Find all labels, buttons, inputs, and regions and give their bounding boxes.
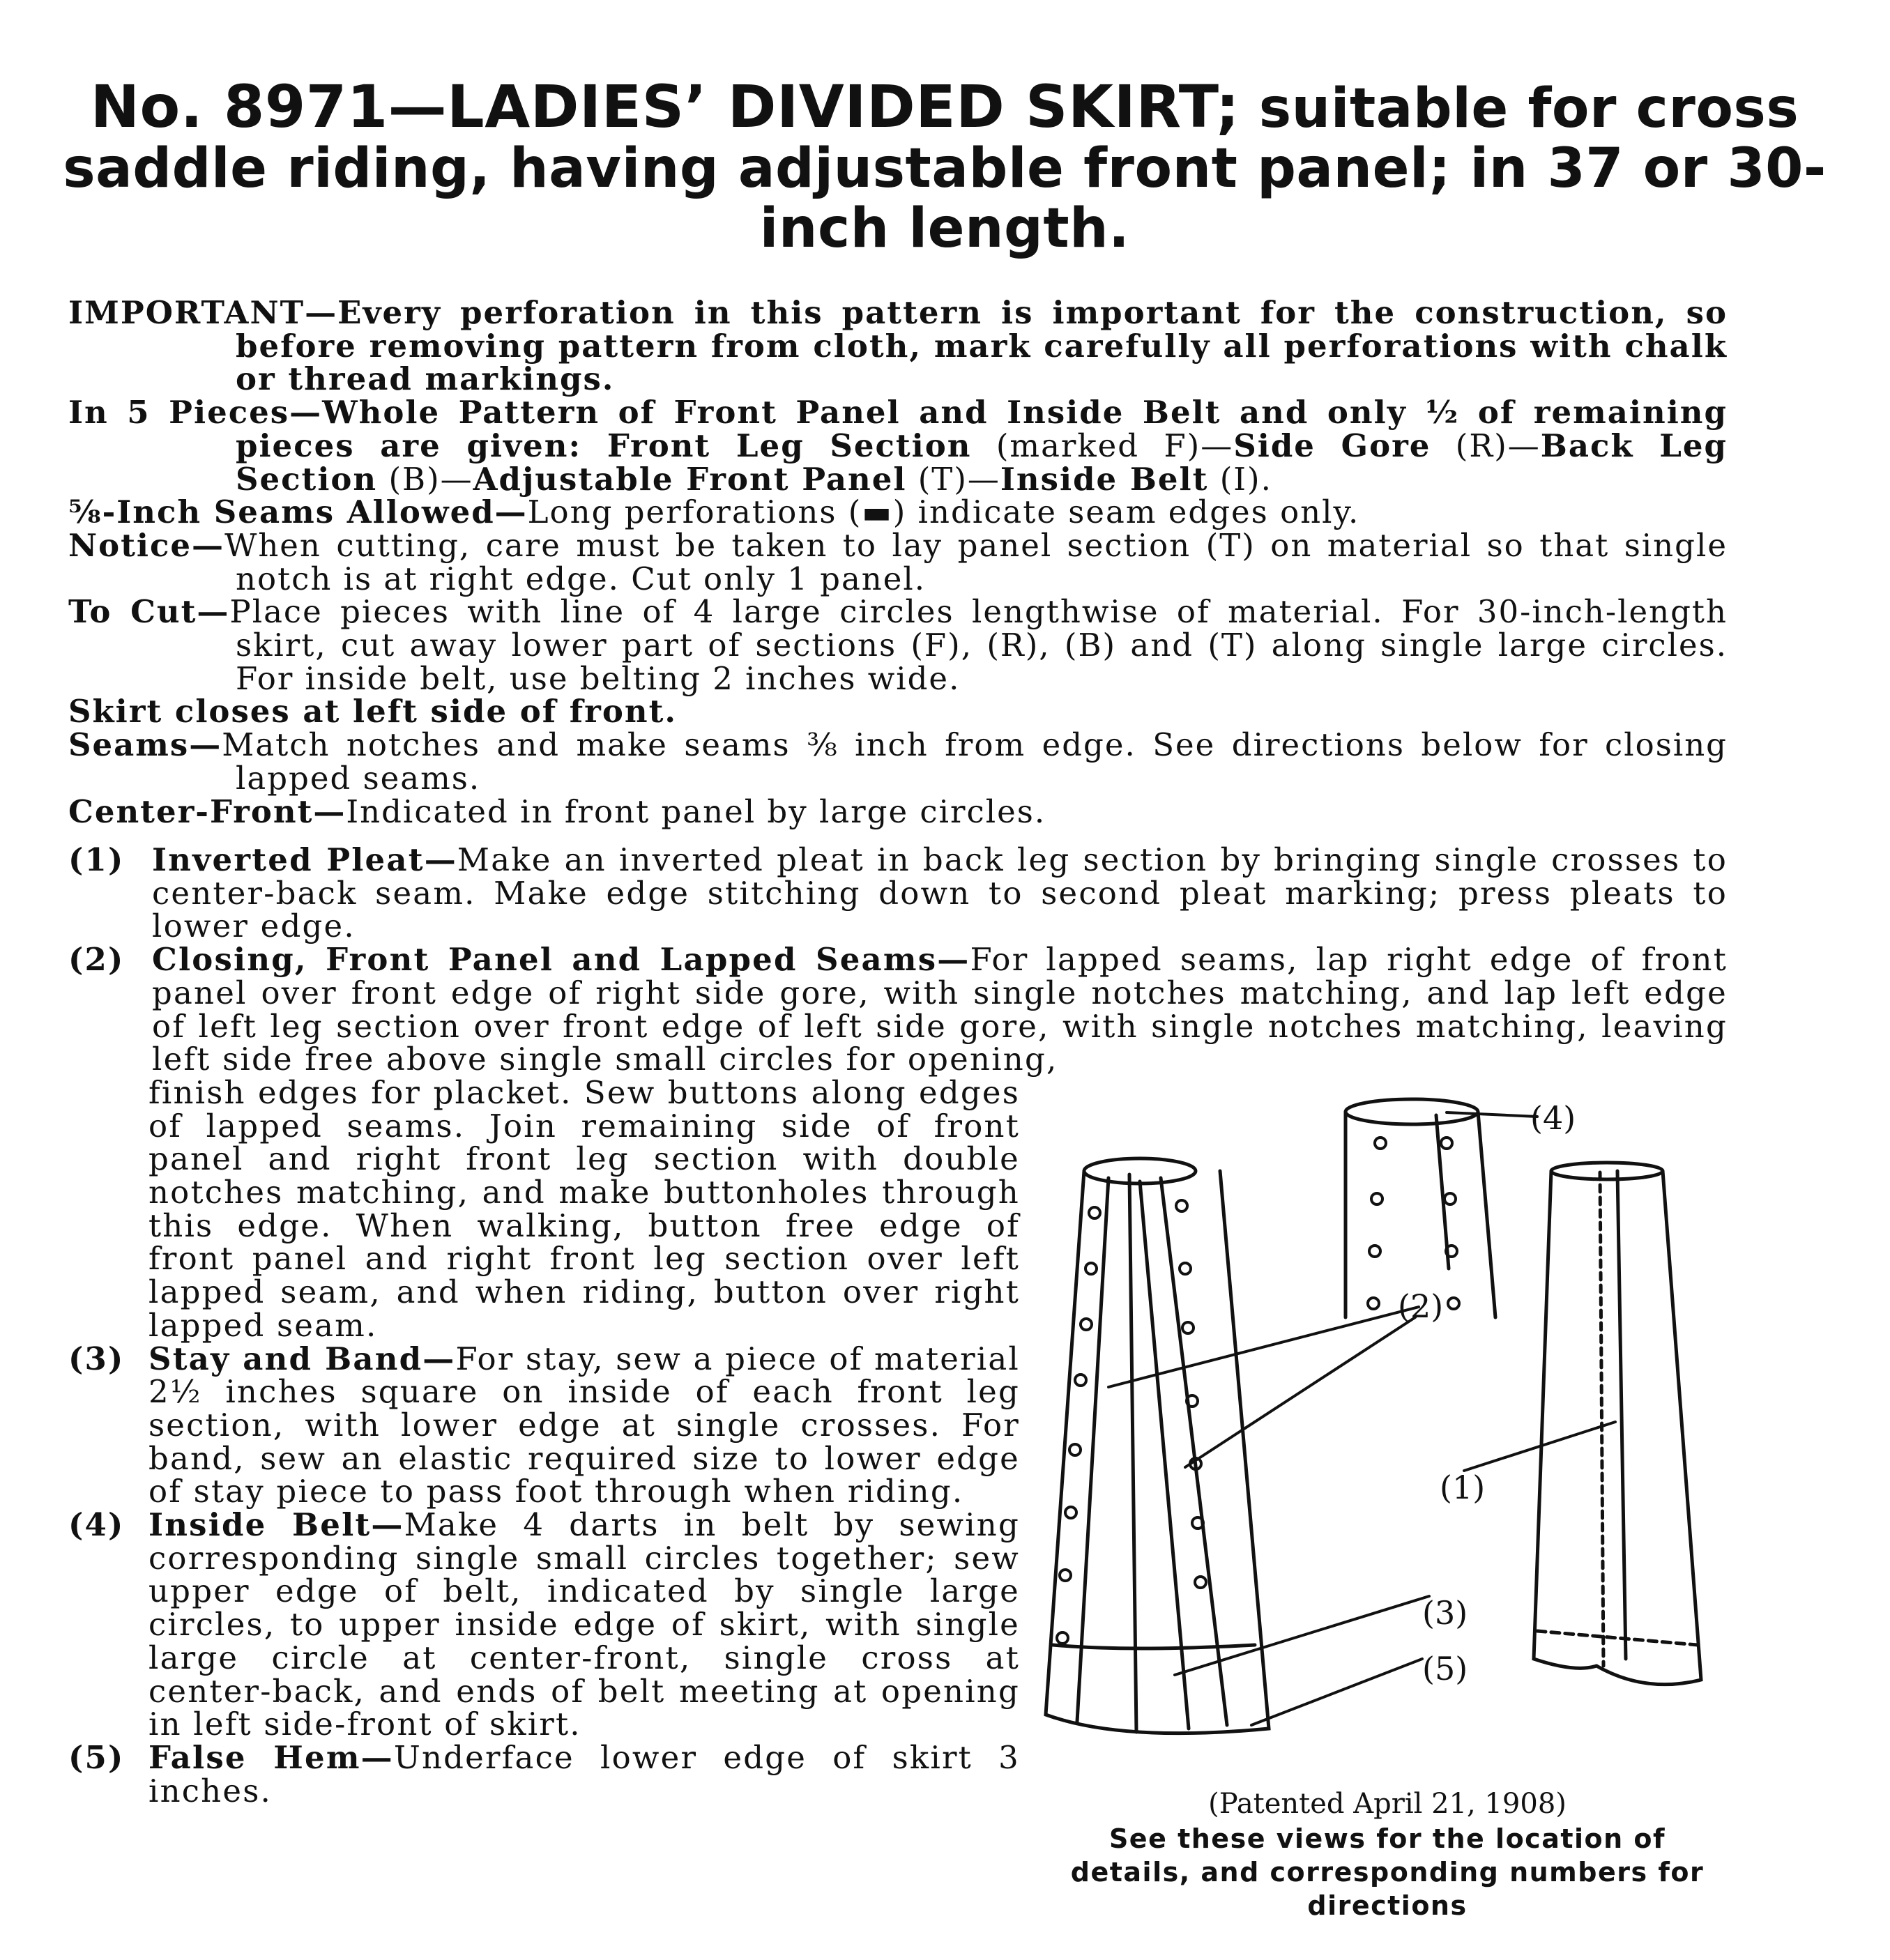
step-text: For stay, sew a piece of material 2½ inches square on inside of each front leg section, with lower edge at single crosses. For band, sew an elastic required size to lower edge of stay piece to pass foot through when riding.: [148, 1340, 1020, 1510]
front-view-skirt: [1046, 1158, 1269, 1733]
step-text: For lapped seams, lap right edge of front panel over front edge of right side gore, with single notches matching, and lap left edge of left leg section over front edge of left side gore, with single notches matching, leaving left side free above single small circles for opening,: [152, 941, 1728, 1078]
note-label: IMPORTANT—: [68, 294, 338, 331]
note-pieces: [68, 396, 1728, 496]
step-text: Make 4 darts in belt by sewing corresponding single small circles together; sew upper edge of belt, indicated by single large circles, to upper inside edge of skirt, with single large circle at center-front, single cross at center-back, and ends of belt meeting at opening in left side-front of skirt.: [148, 1506, 1020, 1743]
note-label: In 5 Pieces—: [68, 394, 323, 431]
note-label: Notice—: [68, 526, 225, 564]
direction-step-4: [68, 1508, 1020, 1741]
note-text: Whole Pattern of Front Panel and Inside Belt and only ½ of remaining pieces are given: Front Leg Section: [236, 394, 1728, 464]
note-center-front: [68, 795, 1728, 829]
note-to-cut: [68, 595, 1728, 695]
step-label: False Hem—: [148, 1738, 394, 1776]
note-notice: [68, 526, 1728, 597]
step-number: (3): [68, 1340, 125, 1377]
step-text: Underface lower edge of skirt 3 inches.: [148, 1738, 1020, 1809]
skirt-illustration: [1018, 1087, 1757, 1812]
note-seams-allowed: [68, 493, 1728, 531]
note-text: (marked F)—: [971, 427, 1234, 464]
note-text: Place pieces with line of 4 large circles lengthwise of material. For 30-inch-length skirt, cut away lower part of sections (F), (R), (B) and (T) along single large circles. For inside belt, use belting 2 inches wide.: [229, 593, 1728, 697]
title-description: suitable for cross saddle riding, having adjustable front panel; in 37 or 30-inch length.: [63, 77, 1827, 260]
note-text: Every perforation in this pattern is important for the construction, so before removing pattern from cloth, mark carefully all perforations with chalk or thread markings.: [236, 294, 1728, 398]
step-number: (5): [68, 1738, 125, 1776]
note-text: (I).: [1208, 460, 1272, 498]
leader-lines: [1108, 1112, 1615, 1725]
direction-step-1: [68, 843, 1728, 943]
step-text: finish edges for placket. Sew buttons along edges of lapped seams. Join remaining side of front panel and right front leg section with double notches matching, and make buttonholes through this edge. When walking, button free edge of front panel and right front leg section over left lapped seam, and when riding, button over right lapped seam.: [148, 1073, 1020, 1344]
step-label: Inside Belt—: [148, 1506, 404, 1544]
note-label: To Cut—: [68, 593, 230, 631]
step-number: (2): [68, 941, 125, 979]
note-seams: [68, 728, 1728, 795]
step-label: Inverted Pleat—: [152, 841, 457, 878]
note-text: (B)—: [377, 460, 473, 498]
page-title: [63, 72, 1827, 260]
label-3: (3): [1422, 1594, 1468, 1632]
note-text: Indicated in front panel by large circles.: [346, 793, 1046, 830]
see-views-note: See these views for the location of details, and corresponding numbers for directions: [1070, 1823, 1705, 1921]
direction-step-3: [68, 1342, 1020, 1509]
note-text: When cutting, care must be taken to lay panel section (T) on material so that single notch is at right edge. Cut only 1 panel.: [224, 526, 1728, 597]
inside-belt-view: [1346, 1099, 1495, 1317]
direction-step-5: [68, 1738, 1020, 1809]
note-label: Center-Front—: [68, 793, 346, 830]
note-important: [68, 296, 1728, 396]
direction-step-2-continued: [68, 1073, 1020, 1344]
note-text: Adjustable Front Panel: [473, 460, 907, 498]
note-label: Seams—: [68, 726, 222, 764]
note-text: Inside Belt: [1000, 460, 1209, 498]
step-label: Stay and Band—: [148, 1340, 456, 1377]
direction-step-2: [68, 943, 1728, 1076]
note-text: Back Leg Section: [236, 427, 1728, 498]
note-text: (T)—: [906, 460, 1000, 498]
step-number: (1): [68, 841, 125, 878]
title-number: No. 8971—LADIES’ DIVIDED SKIRT;: [90, 72, 1240, 141]
note-text: Match notches and make seams ⅜ inch from edge. See directions below for closing lapped seams.: [222, 726, 1728, 797]
note-text: Skirt closes at left side of front.: [68, 693, 678, 730]
step-number: (4): [68, 1506, 125, 1544]
label-4: (4): [1530, 1099, 1576, 1137]
general-notes: [68, 296, 1728, 828]
figure-caption: [1053, 1786, 1722, 1922]
step-label: Closing, Front Panel and Lapped Seams—: [152, 941, 970, 979]
label-5: (5): [1422, 1650, 1468, 1687]
patent-note: (Patented April 21, 1908): [1208, 1788, 1567, 1820]
step-text: Make an inverted pleat in back leg section by bringing single crosses to center-back seam. Make edge stitching down to second pleat marking; press pleats to lower edge.: [152, 841, 1728, 945]
note-text: Long perforations (▬) indicate seam edges only.: [527, 493, 1360, 531]
label-2: (2): [1398, 1287, 1444, 1325]
note-text: Side Gore: [1233, 427, 1431, 464]
label-1: (1): [1440, 1469, 1486, 1506]
back-view-skirt: [1534, 1163, 1701, 1685]
note-label: ⅝-Inch Seams Allowed—: [68, 493, 528, 531]
note-text: (R)—: [1431, 427, 1541, 464]
note-closes: [68, 695, 1728, 728]
skirt-views-svg: [1018, 1087, 1757, 1812]
